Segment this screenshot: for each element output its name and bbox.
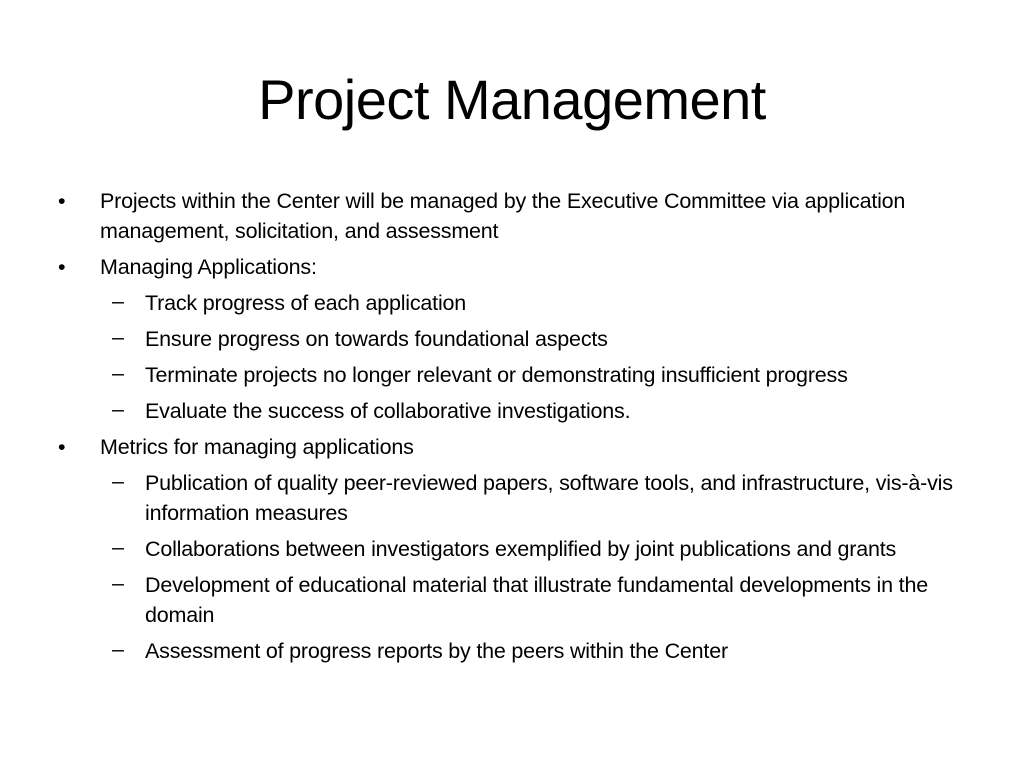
dash-icon: – [112, 397, 124, 421]
sub-bullet-text: Publication of quality peer-reviewed papers, software tools, and infrastructure, vis-à-vis information measures [145, 471, 953, 525]
sub-bullet-text: Assessment of progress reports by the peers within the Center [145, 639, 728, 663]
sub-bullet-text: Evaluate the success of collaborative investigations. [145, 399, 631, 423]
bullet-text: Projects within the Center will be managed by the Executive Committee via application management, solicitation, and assessment [100, 189, 906, 243]
bullet-item-2 [58, 252, 958, 282]
dash-icon: – [112, 535, 124, 559]
sub-bullet-text: Collaborations between investigators exemplified by joint publications and grants [145, 537, 897, 561]
bullet-text: Metrics for managing applications [100, 435, 414, 459]
dash-icon: – [112, 571, 124, 595]
sub-bullet-item [58, 360, 958, 390]
dash-icon: – [112, 637, 124, 661]
bullet-icon: • [58, 435, 66, 459]
sub-bullet-item [58, 636, 958, 666]
dash-icon: – [112, 325, 124, 349]
slide-body [58, 186, 958, 672]
sub-bullet-item [58, 288, 958, 318]
sub-bullet-text: Track progress of each application [145, 291, 467, 315]
dash-icon: – [112, 361, 124, 385]
dash-icon: – [112, 469, 124, 493]
sub-bullet-item [58, 324, 958, 354]
bullet-icon: • [58, 255, 66, 279]
sub-bullet-text: Ensure progress on towards foundational aspects [145, 327, 608, 351]
sub-bullet-item [58, 396, 958, 426]
bullet-item-1 [58, 186, 958, 246]
sub-bullet-item [58, 468, 958, 528]
sub-bullet-text: Terminate projects no longer relevant or demonstrating insufficient progress [145, 363, 848, 387]
sub-bullet-text: Development of educational material that illustrate fundamental developments in the domain [145, 573, 928, 627]
sub-bullet-item [58, 570, 958, 630]
bullet-item-3 [58, 432, 958, 462]
bullet-text: Managing Applications: [100, 255, 317, 279]
dash-icon: – [112, 289, 124, 313]
bullet-icon: • [58, 189, 66, 213]
sub-bullet-item [58, 534, 958, 564]
slide-title: Project Management [258, 68, 766, 131]
